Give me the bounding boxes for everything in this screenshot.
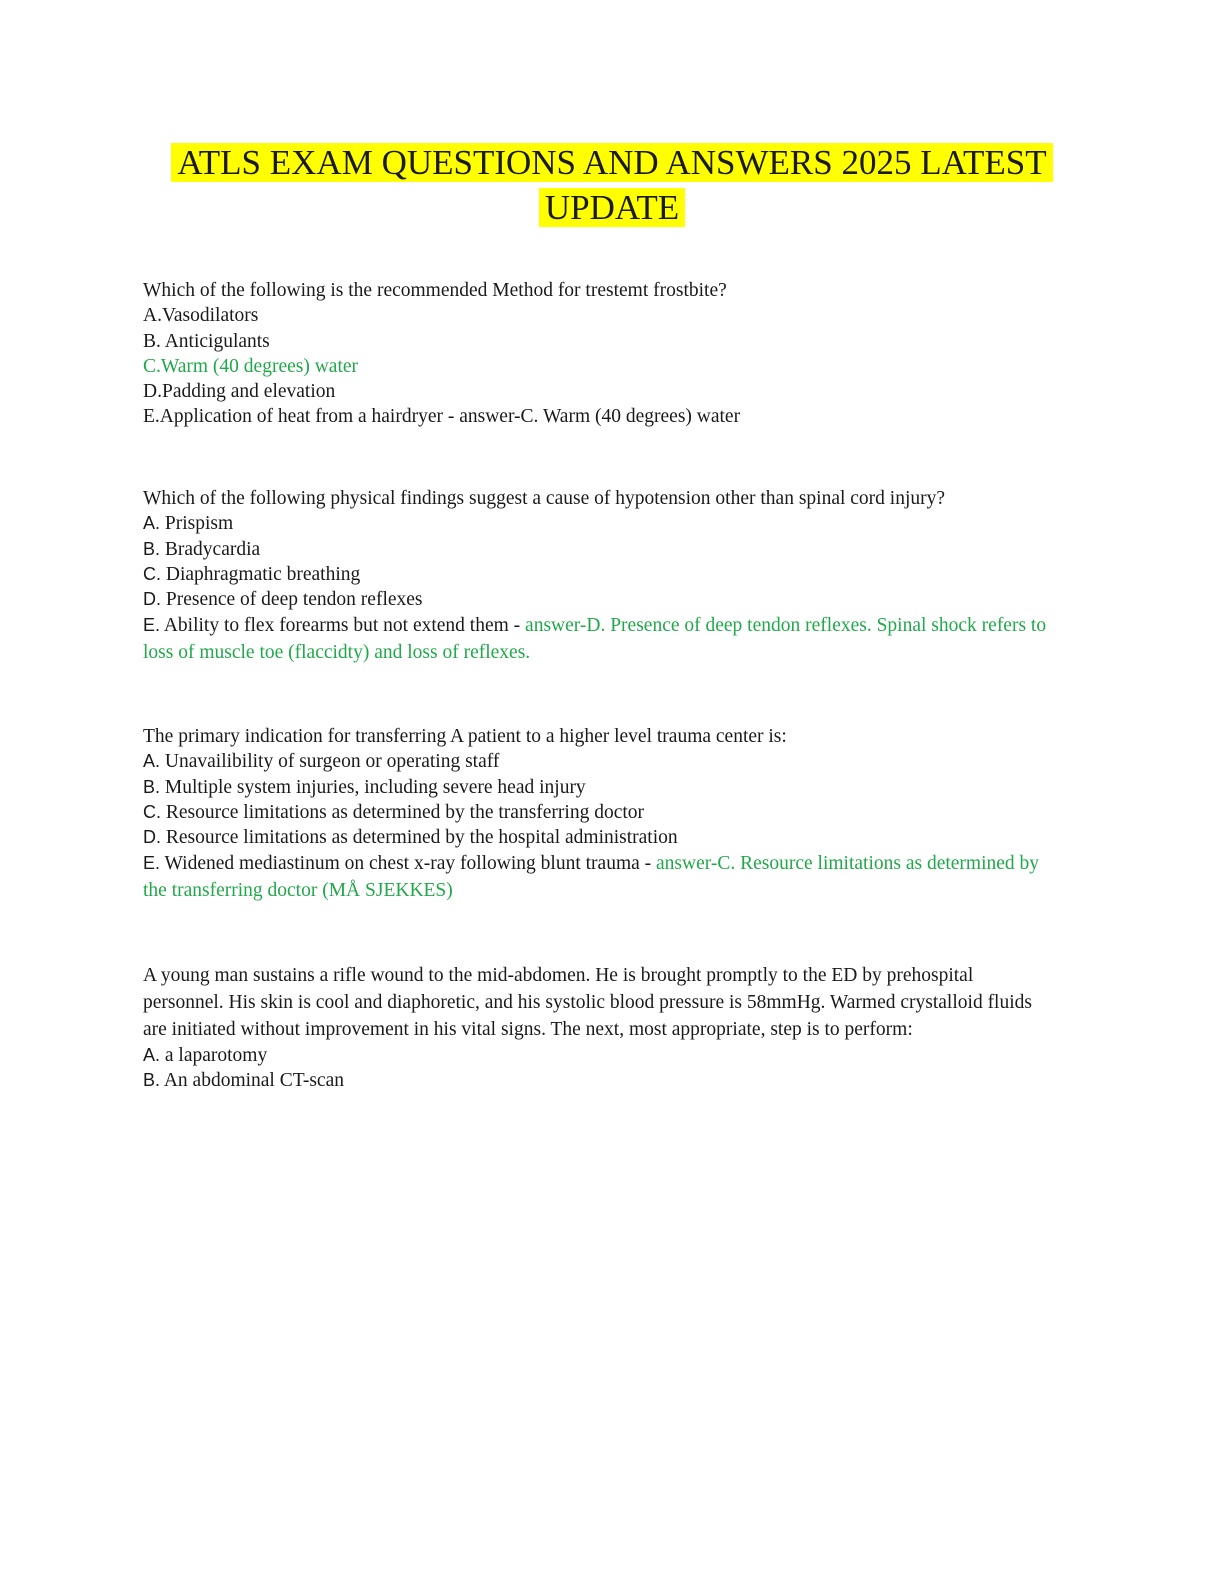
question-4 (143, 962, 1048, 1094)
option-b (143, 775, 1048, 800)
option-letter: A. (143, 1045, 161, 1065)
option-text: Application of heat from a hairdryer - answer-C. Warm (40 degrees) water (159, 406, 741, 428)
option-text: Resource limitations as determined by the hospital administration (165, 827, 678, 849)
question-stem: Which of the following physical findings suggest a cause of hypotension other than spinal cord injury? (143, 488, 946, 509)
option-letter: B. (143, 330, 161, 352)
option-letter: C. (143, 563, 161, 584)
title-line-2: UPDATE (539, 188, 685, 227)
question-stem: Which of the following is the recommended Method for trestemt frostbite? (143, 280, 727, 301)
option-text: Padding and elevation (161, 381, 336, 403)
question-3 (143, 724, 1048, 904)
option-a (143, 511, 1048, 536)
option-letter: B. (143, 538, 161, 559)
option-letter: B. (143, 776, 161, 797)
option-letter: E. (143, 406, 160, 428)
option-d (143, 379, 1048, 404)
option-text: Warm (40 degrees) water (160, 355, 359, 377)
title-line-1: ATLS EXAM QUESTIONS AND ANSWERS 2025 LATEST (171, 143, 1052, 182)
option-text: Ability to flex forearms but not extend them - (163, 615, 526, 637)
option-e (143, 850, 1048, 904)
question-2 (143, 486, 1048, 666)
option-d (143, 587, 1048, 612)
option-c (143, 562, 1048, 587)
option-text: Widened mediastinum on chest x-ray following blunt trauma - (164, 853, 657, 875)
option-letter: D. (143, 827, 161, 848)
option-text: Diaphragmatic breathing (165, 563, 361, 585)
option-letter: A. (143, 751, 161, 772)
option-letter: D. (143, 589, 161, 610)
option-text: An abdominal CT-scan (163, 1070, 344, 1092)
option-letter: B. (143, 1070, 161, 1091)
option-c (143, 800, 1048, 825)
question-stem: The primary indication for transferring A patient to a higher level trauma center is: (143, 726, 787, 747)
option-letter: A. (143, 513, 161, 534)
document-title (0, 140, 1224, 230)
question-1 (143, 278, 1048, 430)
option-e (143, 612, 1048, 666)
option-letter: C. (143, 801, 161, 822)
option-text: Unavailibility of surgeon or operating staff (164, 751, 500, 773)
option-text: Anticigulants (164, 330, 270, 352)
option-text: Multiple system injuries, including severe head injury (164, 776, 586, 798)
option-text: Presence of deep tendon reflexes (165, 589, 423, 611)
option-letter: D. (143, 381, 162, 403)
option-letter: E. (143, 853, 161, 874)
option-text: Resource limitations as determined by the transferring doctor (165, 801, 645, 823)
option-a (143, 1043, 1048, 1068)
option-c-correct (143, 354, 1048, 379)
option-letter: A. (143, 305, 162, 327)
option-text: Vasodilators (161, 305, 259, 327)
option-text: Prispism (164, 513, 234, 535)
option-b (143, 1068, 1048, 1093)
option-text: Bradycardia (164, 538, 261, 560)
question-stem: A young man sustains a rifle wound to the mid-abdomen. He is brought promptly to the ED by prehospital personnel. His skin is cool and diaphoretic, and his systolic blood pressure is 58mmHg. Warmed crystalloid fluids are initiated without improvement in his vital signs. The next, most appropriate, step is to perform: (143, 965, 1032, 1040)
option-letter: E. (143, 615, 161, 636)
answer-text: answer-C. Resource limitations as determined by the transferring doctor (MÅ SJEKKES) (143, 853, 1040, 902)
option-a (143, 303, 1048, 328)
option-d (143, 825, 1048, 850)
option-b (143, 537, 1048, 562)
answer-text: answer-D. Presence of deep tendon reflexes. Spinal shock refers to loss of muscle toe (flaccidty) and loss of reflexes. (143, 615, 1047, 664)
option-text: a laparotomy (164, 1045, 268, 1066)
option-b (143, 329, 1048, 354)
option-e (143, 404, 1048, 429)
option-letter: C. (143, 355, 161, 377)
option-a (143, 749, 1048, 774)
